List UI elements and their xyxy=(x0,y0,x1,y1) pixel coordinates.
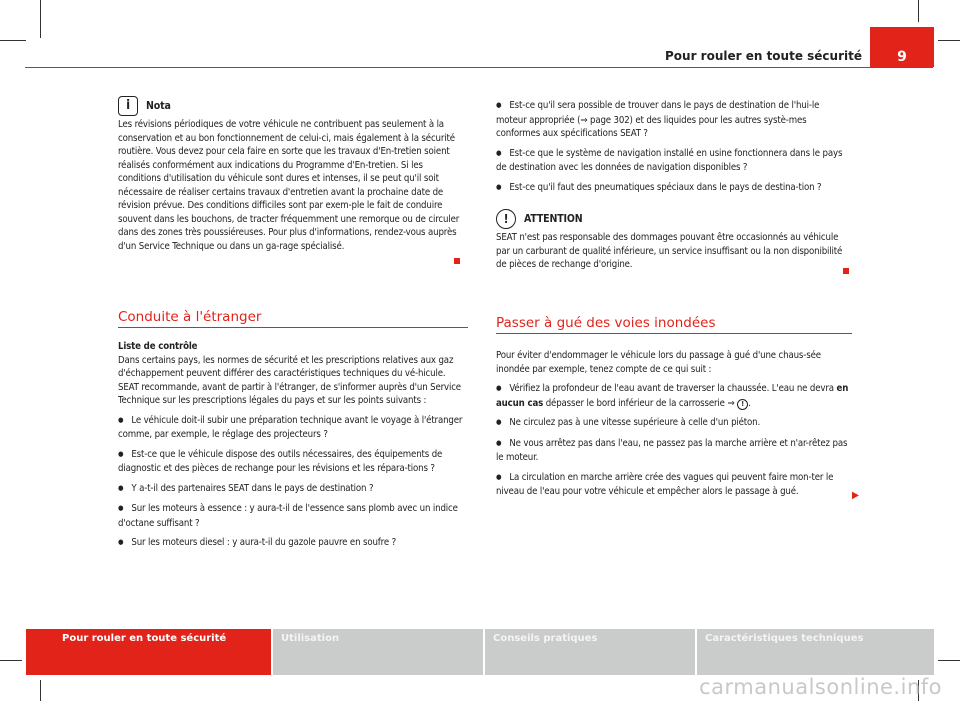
attention-text: SEAT n'est pas responsable des dommages pouvant être occasionnés au véhicule par un carburant de qualité inférieure, un service insuffisant ou la non disponibilité de pièces de rechange d'origine. xyxy=(496,232,843,270)
emphasis: en aucun cas xyxy=(496,383,849,409)
list-item: ● Est-ce qu'il sera possible de trouver dans le pays de destination de l'hui-le moteur appropriée (⇒ page 302) et des liquides pour les autres systè-mes conformes aux spécifications SEAT ? xyxy=(496,99,852,141)
crop-mark xyxy=(918,0,919,22)
crop-mark xyxy=(0,660,22,661)
list-item: ● Est-ce qu'il faut des pneumatiques spéciaux dans le pays de destina-tion ? xyxy=(496,181,852,196)
left-column xyxy=(118,96,468,259)
running-header: Pour rouler en toute sécurité xyxy=(664,49,862,63)
abroad-intro: Dans certains pays, les normes de sécurité et les prescriptions relatives aux gaz d'échappement peuvent différer des caractéristiques techniques du vé-hicule. SEAT recommande, avant de partir à l'étranger, de s'informer auprès d'un Service Technique sur les prescriptions légales du pays et sur les points suivants : xyxy=(118,354,461,406)
list-item: ● Ne circulez pas à une vitesse supérieure à celle d'un piéton. xyxy=(496,416,852,431)
crop-mark xyxy=(0,40,26,41)
list-item xyxy=(496,382,852,410)
note-text: Les révisions périodiques de votre véhicule ne contribuent pas seulement à la conservation et au bon fonctionnement de celui-ci, mais également à la sécurité routière. Vous devez pour cela faire en sorte que les travaux d'En-tretien soient réalisés conformément aux indications du Programme d'En-tretien. Si les conditions d'utilisation du véhicule sont dures et intenses, il se peut qu'il soit nécessaire de réaliser certains travaux d'entretien avant la prochaine date de révision prévue. Des conditions difficiles sont par exem-ple le fait de conduire souvent dans les bouchons, de tracter fréquemment une remorque ou de circuler dans des zones très poussiéreuses. Pour plus d'informations, rendez-vous auprès d'un Service Technique ou dans un ga-rage spécialisé. xyxy=(118,119,460,252)
info-icon: i xyxy=(118,96,138,116)
end-of-section-mark xyxy=(843,268,849,274)
crop-mark xyxy=(938,660,960,661)
end-of-section-mark xyxy=(454,258,460,264)
list-item-text: . xyxy=(748,397,751,409)
list-item: ● Y a-t-il des partenaires SEAT dans le pays de destination ? xyxy=(118,482,468,497)
tab-practical-tips[interactable]: Conseils pratiques xyxy=(485,629,697,675)
list-item-text: dépasser le bord inférieur de la carrosserie ⇒ xyxy=(543,397,738,409)
tab-safety[interactable]: Pour rouler en toute sécurité xyxy=(26,629,273,675)
continue-arrow-icon: ▶ xyxy=(852,490,859,501)
subheading: Liste de contrôle xyxy=(118,341,198,352)
section-rule xyxy=(496,333,852,334)
flooded-intro: Pour éviter d'endommager le véhicule lors du passage à gué d'une chaus-sée inondée par exemple, tenez compte de ce qui suit : xyxy=(496,350,821,375)
list-item: ● Sur les moteurs à essence : y aura-t-il de l'essence sans plomb avec un indice d'octane suffisant ? xyxy=(118,502,468,530)
watermark: carmanualsonline.info xyxy=(699,675,942,699)
list-item: ● Est-ce que le véhicule dispose des outils nécessaires, des équipements de diagnostic et des pièces de rechange pour les révisions et les répara-tions ? xyxy=(118,448,468,476)
tab-technical-data[interactable]: Caractéristiques techniques xyxy=(697,629,934,675)
attention-heading: ATTENTION xyxy=(524,213,583,225)
crop-mark xyxy=(938,40,960,41)
flooded-content xyxy=(496,349,852,505)
section-title-flooded: Passer à gué des voies inondées xyxy=(496,315,716,331)
list-item: ● Sur les moteurs diesel : y aura-t-il du gazole pauvre en soufre ? xyxy=(118,536,468,551)
chapter-tabs xyxy=(26,629,934,675)
section-rule xyxy=(118,327,468,328)
header-rule xyxy=(25,67,933,68)
tab-operation[interactable]: Utilisation xyxy=(273,629,485,675)
list-item: ● La circulation en marche arrière crée des vagues qui peuvent faire mon-ter le niveau de l'eau pour votre véhicule et empêcher alors le passage à gué. xyxy=(496,471,852,499)
crop-mark xyxy=(40,0,41,38)
list-item-text: Vérifiez la profondeur de l'eau avant de traverser la chaussée. L'eau ne devra xyxy=(509,383,837,394)
list-item: ● Le véhicule doit-il subir une préparation technique avant le voyage à l'étranger comme, par exemple, le réglage des projecteurs ? xyxy=(118,414,468,442)
right-column xyxy=(496,99,852,278)
abroad-content xyxy=(118,340,468,557)
warning-icon: ! xyxy=(496,209,516,229)
warning-icon: ! xyxy=(737,399,748,410)
page-number: 9 xyxy=(870,27,934,67)
list-item: ● Ne vous arrêtez pas dans l'eau, ne passez pas la marche arrière et n'ar-rêtez pas le moteur. xyxy=(496,437,852,465)
section-title-abroad: Conduite à l'étranger xyxy=(118,309,262,325)
note-heading: Nota xyxy=(146,100,171,112)
crop-mark xyxy=(40,680,41,701)
list-item: ● Est-ce que le système de navigation installé en usine fonctionnera dans le pays de destination avec les données de navigation disponibles ? xyxy=(496,147,852,175)
